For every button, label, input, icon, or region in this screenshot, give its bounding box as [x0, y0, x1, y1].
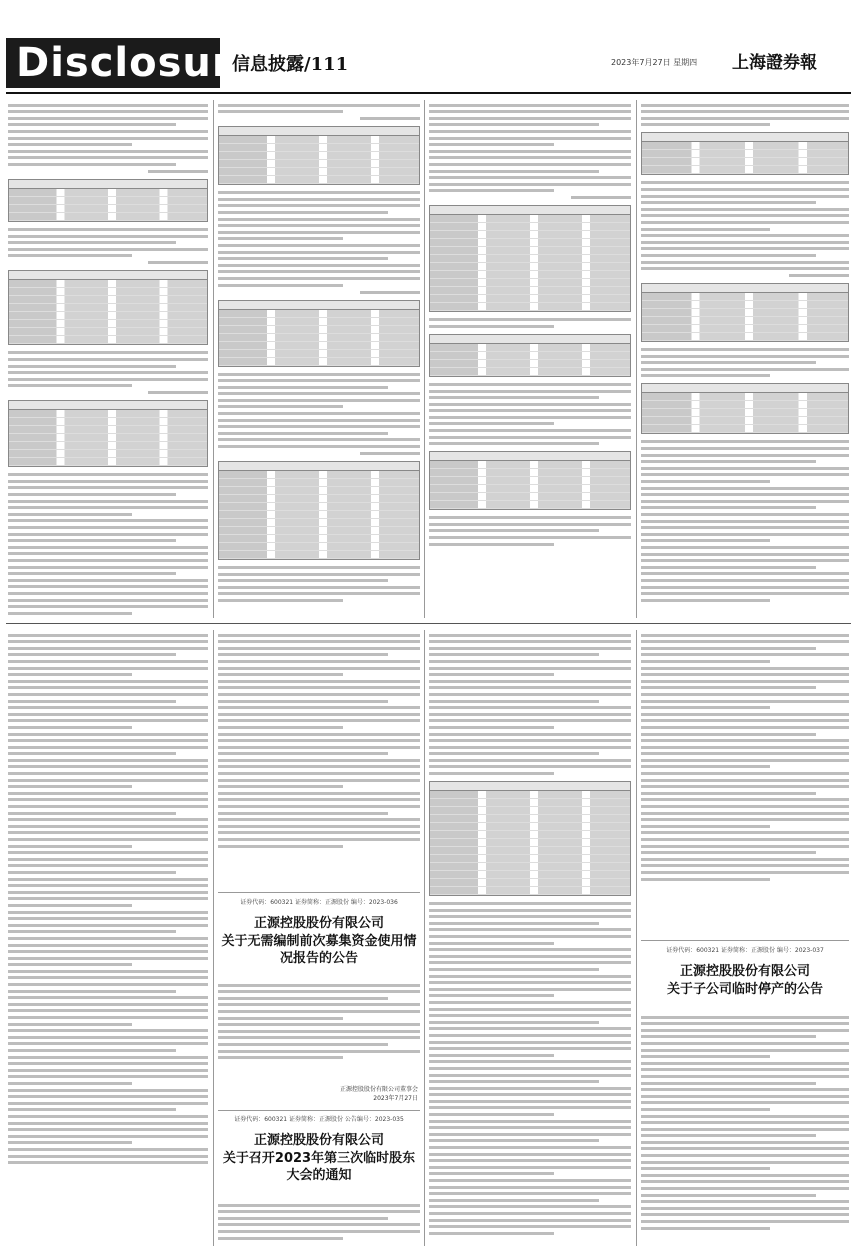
- masthead-rule: [6, 92, 851, 94]
- announcement-title: 关于子公司临时停产的公告: [666, 982, 823, 997]
- body-text: [218, 1204, 420, 1240]
- body-text: [429, 902, 631, 1235]
- stock-code-line: 证券代码：600321 证券简称：正源股份 公告编号：2023-035: [234, 1116, 404, 1123]
- announcement-header: [218, 897, 420, 967]
- data-table: [8, 179, 208, 222]
- announcement-body: [218, 1200, 420, 1246]
- body-text: [429, 516, 631, 545]
- signature-date: 2023年7月27日: [373, 1095, 418, 1102]
- body-text: [218, 566, 420, 602]
- announcement-divider: [218, 1110, 420, 1111]
- data-table: [429, 205, 631, 312]
- data-table: [218, 126, 420, 185]
- body-text: [8, 634, 208, 1165]
- upper-column-3: [429, 100, 631, 618]
- section-title: 信息披露/111: [232, 54, 349, 75]
- upper-column-4: [641, 100, 849, 618]
- stock-code-line: 证券代码：600321 证券简称：正源股份 编号：2023-037: [666, 947, 824, 954]
- unit-label: [148, 170, 208, 173]
- body-text: [641, 104, 849, 127]
- announcement-header: [641, 945, 849, 998]
- column-divider: [636, 100, 637, 618]
- column-divider: [424, 100, 425, 618]
- body-text: [641, 440, 849, 601]
- announcement-body: [641, 1012, 849, 1246]
- body-text: [218, 373, 420, 449]
- dateline: 2023年7月27日 星期四: [611, 58, 698, 67]
- newspaper-name: 上海證券報: [732, 53, 817, 73]
- body-text: [641, 1016, 849, 1230]
- column-divider: [424, 630, 425, 1246]
- signature-block: [218, 1084, 418, 1102]
- body-text: [641, 634, 849, 881]
- body-text: [641, 181, 849, 270]
- data-table: [8, 270, 208, 345]
- announcement-title: 关于召开2023年第三次临时股东大会的通知: [222, 1151, 416, 1183]
- board-signature: 正源控股股份有限公司董事会: [339, 1086, 418, 1093]
- lower-column-2-top: [218, 630, 420, 888]
- upper-column-1: [8, 100, 208, 618]
- section-rule: [6, 623, 851, 624]
- body-text: [641, 348, 849, 377]
- announcement-body: [218, 980, 420, 1080]
- body-text: [429, 104, 631, 193]
- announcement-header: [218, 1114, 420, 1184]
- body-text: [218, 104, 420, 114]
- masthead: [0, 0, 857, 96]
- lower-column-1: [8, 630, 208, 1246]
- body-text: [429, 318, 631, 328]
- body-text: [8, 104, 208, 166]
- unit-label: [360, 291, 420, 294]
- lower-column-3: [429, 630, 631, 1246]
- body-text: [8, 351, 208, 387]
- column-divider: [213, 630, 214, 1246]
- data-table: [641, 283, 849, 342]
- voting-table: [429, 781, 631, 896]
- body-text: [218, 191, 420, 286]
- data-table: [429, 334, 631, 377]
- data-table: [218, 461, 420, 560]
- company-name: 正源控股股份有限公司: [253, 1133, 384, 1148]
- company-name: 正源控股股份有限公司: [679, 964, 810, 979]
- company-name: 正源控股股份有限公司: [253, 916, 384, 931]
- data-table: [641, 383, 849, 434]
- unit-label: [571, 196, 631, 199]
- announcement-divider: [641, 940, 849, 941]
- data-table: [641, 132, 849, 175]
- disclosure-logo: Disclosure: [16, 40, 261, 86]
- body-text: [429, 383, 631, 445]
- unit-label: [360, 117, 420, 120]
- upper-column-2: [218, 100, 420, 618]
- data-table: [218, 300, 420, 367]
- unit-label: [789, 274, 849, 277]
- data-table: [429, 451, 631, 510]
- data-table: [8, 400, 208, 467]
- announcement-divider: [218, 892, 420, 893]
- unit-label: [148, 261, 208, 264]
- body-text: [8, 473, 208, 614]
- stock-code-line: 证券代码：600321 证券简称：正源股份 编号：2023-036: [240, 899, 398, 906]
- announcement-title: 关于无需编制前次募集资金使用情况报告的公告: [221, 934, 417, 966]
- column-divider: [213, 100, 214, 618]
- unit-label: [148, 391, 208, 394]
- body-text: [218, 984, 420, 1060]
- body-text: [218, 634, 420, 848]
- lower-column-4-top: [641, 630, 849, 936]
- body-text: [8, 228, 208, 257]
- unit-label: [360, 452, 420, 455]
- column-divider: [636, 630, 637, 1246]
- body-text: [429, 634, 631, 775]
